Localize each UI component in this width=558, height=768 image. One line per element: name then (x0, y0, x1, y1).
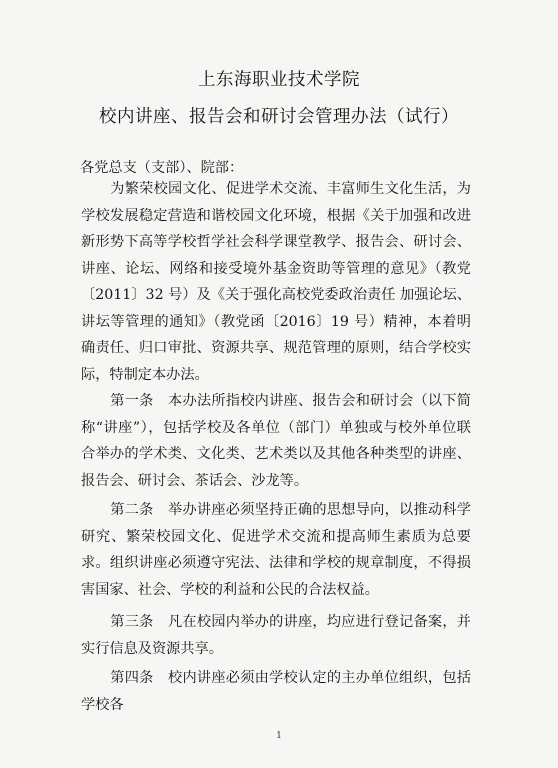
paragraph-text: 第三条 凡在校园内举办的讲座，均应进行登记备案，并实行信息及资源共享。 (81, 614, 471, 657)
article-1 (81, 388, 471, 494)
paragraph-text: 第一条 本办法所指校内讲座、报告会和研讨会（以下简称“讲座”），包括学校及各单位（部门）单独或与校外单位联合举办的学术类、文化类、艺术类以及其他各种类型的讲座、报告会、研讨会、茶话会、沙龙等。 (81, 393, 471, 489)
document-title-regulation: 校内讲座、报告会和研讨会管理办法（试行） (99, 107, 459, 127)
salutation: 各党总支（支部）、院部： (80, 160, 244, 176)
page-number: 1 (276, 731, 282, 741)
paragraph-text: 第四条 校内讲座必须由学校认定的主办单位组织，包括学校各 (81, 670, 471, 713)
article-2 (81, 497, 471, 603)
paragraph-text: 为繁荣校园文化、促进学术交流、丰富师生文化生活，为学校发展稳定营造和谐校园文化环境，根据《关于加强和改进新形势下高等学校哲学社会科学课堂教学、报告会、研讨会、讲座、论坛、网络和接受境外基金资助等管理的意见》（教党〔2011〕32 号）及《关于强化高校党委政治责任 加强论坛、讲坛等管理的通知》（教党函〔2016〕19 号）精神，本着明确责任、归口审批、资源共享、规范管理的原则，结合学校实际，特制定本办法。 (81, 181, 471, 383)
paragraph-text: 第二条 举办讲座必须坚持正确的思想导向，以推动科学研究、繁荣校园文化、促进学术交流和提高师生素质为总要求。组织讲座必须遵守宪法、法律和学校的规章制度，不得损害国家、社会、学校的利益和公民的合法权益。 (81, 502, 471, 598)
article-3 (81, 609, 471, 662)
document-title-institution: 上东海职业技术学院 (198, 70, 360, 90)
paragraph-preamble (81, 176, 471, 388)
article-4 (81, 665, 471, 718)
